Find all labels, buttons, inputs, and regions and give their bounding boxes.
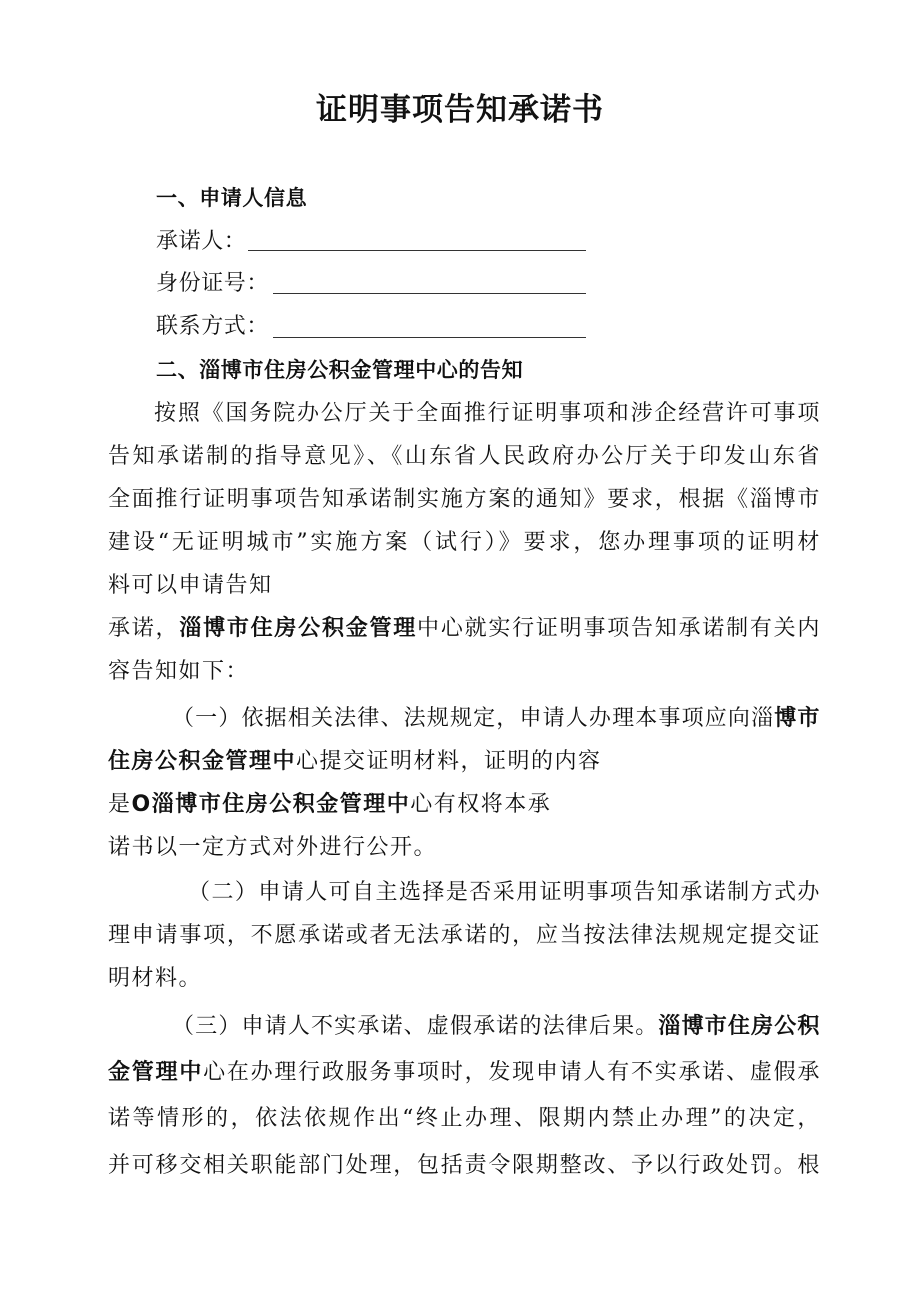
id-number-field [156, 268, 269, 300]
p2-line-1-org: 博市 [774, 706, 820, 731]
p2-line-3 [108, 789, 820, 821]
p2-line-1-text: （一）依据相关法律、法规规定，申请人办理本事项应向淄 [172, 706, 775, 731]
contact-blank-line [273, 337, 586, 338]
id-number-label: 身份证号： [156, 271, 270, 296]
p2-line-2 [108, 746, 820, 778]
p2-line-3-org: O淄博市住房公积金管理中 [131, 792, 411, 817]
p4-line-1-text: （三）申请人不实承诺、虚假承诺的法律后果。 [172, 1014, 659, 1039]
promisor-label: 承诺人： [156, 229, 247, 254]
p1-line-7: 容告知如下： [108, 659, 250, 684]
p1-line-6-org: 淄博市住房公积金管理 [179, 616, 418, 641]
p1-line-6 [108, 613, 820, 645]
contact-label: 联系方式： [156, 314, 270, 339]
section2-heading: 二、淄博市住房公积金管理中心的告知 [156, 358, 524, 382]
p1-line-6-start: 承诺， [108, 616, 180, 641]
contact-field [156, 311, 269, 343]
id-number-blank-line [273, 293, 586, 294]
promisor-blank-line [248, 250, 586, 251]
promisor-field [156, 226, 246, 258]
p2-line-3-end: 心有权将本承 [410, 792, 552, 817]
p1-line-5: 料可以申请告知 [108, 573, 273, 598]
p2-line-1 [172, 703, 820, 735]
p1-line-3: 全面推行证明事项告知承诺制实施方案的通知》要求，根据《淄博市 [108, 487, 820, 512]
p1-line-2: 告知承诺制的指导意见》、《山东省人民政府办公厅关于印发山东省 [108, 444, 820, 469]
p4-line-2-text: 心在办理行政服务事项时，发现申请人有不实承诺、虚假承 [203, 1060, 820, 1085]
p2-line-3-start: 是 [108, 792, 132, 817]
p2-line-4: 诺书以一定方式对外进行公开。 [108, 835, 438, 860]
document-title: 证明事项告知承诺书 [316, 92, 604, 128]
p4-line-2-org: 金管理中 [108, 1060, 204, 1085]
p1-line-6-end: 中心就实行证明事项告知承诺制有关内 [417, 616, 820, 641]
p2-line-2-org: 住房公积金管理中 [108, 749, 297, 774]
p1-line-4: 建设“无证明城市”实施方案（试行）》要求，您办理事项的证明材 [108, 530, 820, 555]
p3-line-2: 理申请事项，不愿承诺或者无法承诺的，应当按法律法规规定提交证 [108, 923, 820, 948]
section1-heading: 一、申请人信息 [156, 186, 308, 210]
p3-line-3: 明材料。 [108, 966, 203, 991]
p4-line-1 [172, 1011, 820, 1043]
p4-line-3: 诺等情形的，依法依规作出“终止办理、限期内禁止办理”的决定， [108, 1106, 820, 1131]
p3-line-1: （二）申请人可自主选择是否采用证明事项告知承诺制方式办 [188, 880, 820, 905]
p1-line-1: 按照《国务院办公厅关于全面推行证明事项和涉企经营许可事项 [154, 401, 820, 426]
p2-line-2-text: 心提交证明材料，证明的内容 [296, 749, 602, 774]
p4-line-4: 并可移交相关职能部门处理，包括责令限期整改、予以行政处罚。根 [108, 1153, 820, 1178]
p4-line-1-org: 淄博市住房公积 [658, 1014, 820, 1039]
p4-line-2 [108, 1057, 820, 1089]
